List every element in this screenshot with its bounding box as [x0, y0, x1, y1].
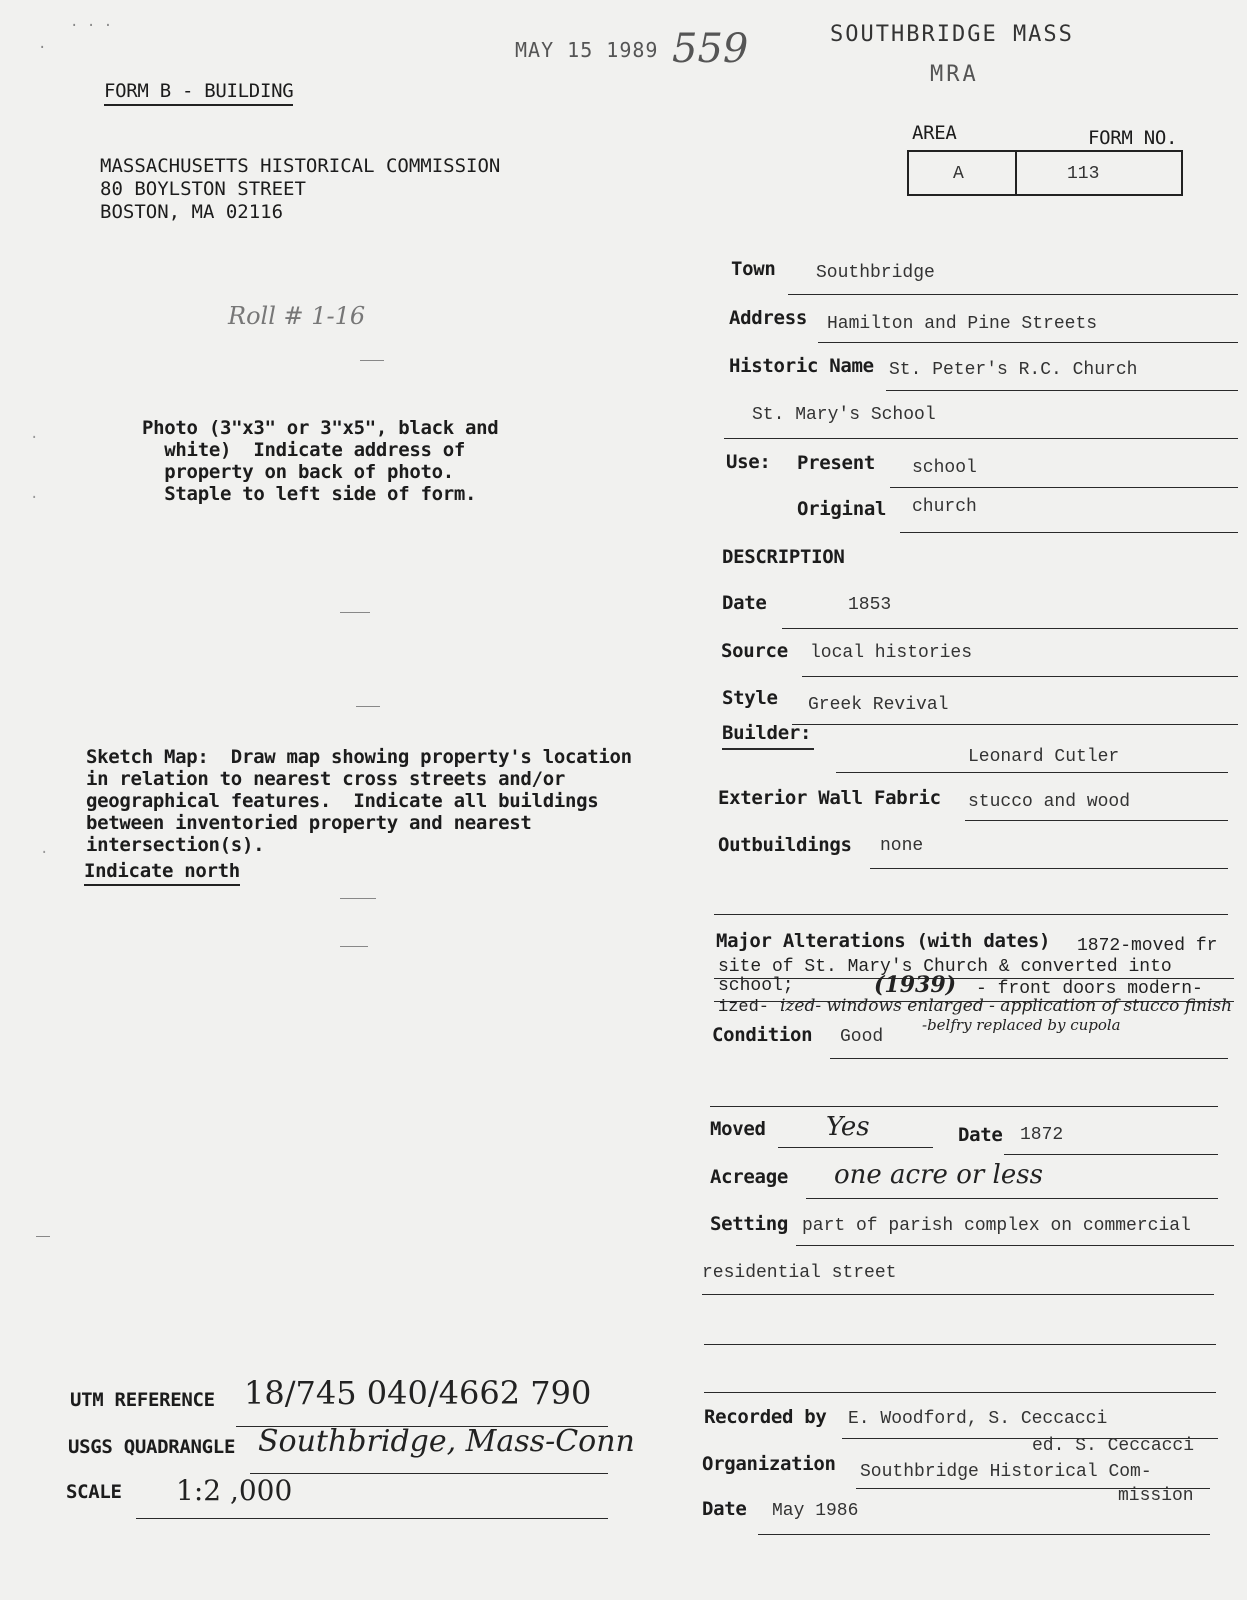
organization-value-2: mission — [1118, 1486, 1194, 1506]
moved-date-label: Date — [958, 1124, 1003, 1146]
alterations-line-3c: - front doors modern- — [976, 979, 1203, 999]
present-value: school — [912, 458, 977, 478]
condition-label: Condition — [712, 1024, 813, 1046]
scan-speck: · — [40, 845, 49, 861]
acreage-value: one acre or less — [834, 1160, 1043, 1190]
form-title: FORM B - BUILDING — [104, 80, 293, 106]
alterations-label: Major Alterations (with dates) — [716, 930, 1051, 952]
description-label: DESCRIPTION — [722, 546, 845, 568]
moved-value: Yes — [826, 1112, 870, 1142]
historic-name-value: St. Peter's R.C. Church — [889, 360, 1138, 380]
area-value: A — [953, 164, 964, 184]
alterations-line-4a: ized- — [718, 998, 770, 1017]
recorded-by-value-2: ed. S. Ceccacci — [1032, 1436, 1195, 1456]
header-mra: MRA — [930, 62, 979, 87]
area-form-box — [907, 150, 1183, 196]
town-value: Southbridge — [816, 263, 935, 283]
scan-mark — [356, 706, 380, 707]
wall-fabric-value: stucco and wood — [968, 792, 1131, 812]
style-value: Greek Revival — [808, 695, 949, 715]
scan-speck: · — [30, 430, 39, 446]
setting-value: part of parish complex on commercial — [802, 1216, 1191, 1236]
scan-mark — [340, 898, 376, 899]
alterations-line-3a: school; — [718, 976, 794, 996]
recorded-date-label: Date — [702, 1498, 747, 1520]
setting-value-2: residential street — [702, 1263, 897, 1283]
commission-name: MASSACHUSETTS HISTORICAL COMMISSION — [100, 155, 501, 177]
header-town-state: SOUTHBRIDGE MASS — [830, 22, 1074, 47]
commission-address — [100, 155, 500, 224]
alterations-line-3b: (1939) — [874, 972, 957, 998]
scan-speck: · — [30, 490, 39, 506]
sketch-instructions: Sketch Map: Draw map showing property's location in relation to nearest cross streets and/or geographical features. Indicate all buildings between inventoried property and nearest intersection(s). — [86, 746, 632, 856]
builder-label: Builder: — [722, 722, 812, 744]
original-value: church — [912, 497, 977, 517]
outbuildings-value: none — [880, 836, 924, 856]
recorded-by-label: Recorded by — [704, 1406, 827, 1428]
handwritten-number: 559 — [672, 26, 749, 72]
scan-mark — [360, 360, 384, 361]
date-value: 1853 — [848, 595, 892, 615]
utm-value: 18/745 040/4662 790 — [244, 1374, 592, 1412]
historic-name-label: Historic Name — [729, 355, 874, 377]
received-date-stamp: MAY 15 1989 — [515, 38, 659, 62]
historic-name-value-2: St. Mary's School — [752, 405, 936, 425]
organization-value: Southbridge Historical Com- — [860, 1462, 1152, 1482]
use-label: Use: — [726, 451, 771, 473]
scan-mark — [36, 1236, 50, 1237]
alterations-line-2: site of St. Mary's Church & converted into — [718, 957, 1172, 977]
scan-speck: · — [38, 40, 47, 56]
present-label: Present — [797, 452, 875, 474]
scan-speck: · · · — [70, 18, 113, 34]
date-label: Date — [722, 592, 767, 614]
organization-label: Organization — [702, 1453, 836, 1475]
style-label: Style — [722, 687, 778, 709]
area-label: AREA — [912, 122, 957, 144]
commission-street: 80 BOYLSTON STREET — [100, 178, 306, 200]
utm-label: UTM REFERENCE — [70, 1389, 215, 1411]
builder-value: Leonard Cutler — [968, 747, 1120, 767]
condition-value: Good — [840, 1027, 884, 1047]
source-value: local histories — [810, 643, 973, 663]
address-value: Hamilton and Pine Streets — [827, 314, 1098, 334]
setting-label: Setting — [710, 1213, 788, 1235]
scale-value: 1:2 ,000 — [176, 1474, 293, 1507]
address-label: Address — [729, 307, 807, 329]
photo-instructions: Photo (3"x3" or 3"x5", black and white) Indicate address of property on back of photo. Staple to left side of form. — [142, 417, 499, 505]
original-label: Original — [797, 498, 887, 520]
form-no-value: 113 — [1067, 164, 1100, 184]
recorded-date-value: May 1986 — [772, 1501, 859, 1521]
usgs-label: USGS QUADRANGLE — [68, 1436, 236, 1458]
usgs-value: Southbridge, Mass-Conn — [258, 1424, 635, 1459]
recorded-by-value: E. Woodford, S. Ceccacci — [848, 1409, 1108, 1429]
indicate-north: Indicate north — [84, 860, 240, 886]
town-label: Town — [731, 258, 776, 280]
wall-fabric-label: Exterior Wall Fabric — [718, 787, 941, 809]
scan-mark — [340, 946, 368, 947]
moved-label: Moved — [710, 1118, 766, 1140]
moved-date-value: 1872 — [1020, 1125, 1064, 1145]
alterations-line-5: -belfry replaced by cupola — [922, 1016, 1121, 1034]
scale-label: SCALE — [66, 1481, 122, 1503]
source-label: Source — [721, 640, 788, 662]
form-no-label: FORM NO. — [1088, 127, 1178, 149]
acreage-label: Acreage — [710, 1166, 788, 1188]
roll-note: Roll # 1-16 — [228, 302, 366, 330]
alterations-line-1: 1872-moved fr — [1077, 936, 1218, 956]
commission-city: BOSTON, MA 02116 — [100, 201, 284, 223]
alterations-line-4: ized- windows enlarged - application of stucco finish — [780, 996, 1233, 1016]
outbuildings-label: Outbuildings — [718, 834, 852, 856]
scan-mark — [340, 612, 370, 613]
